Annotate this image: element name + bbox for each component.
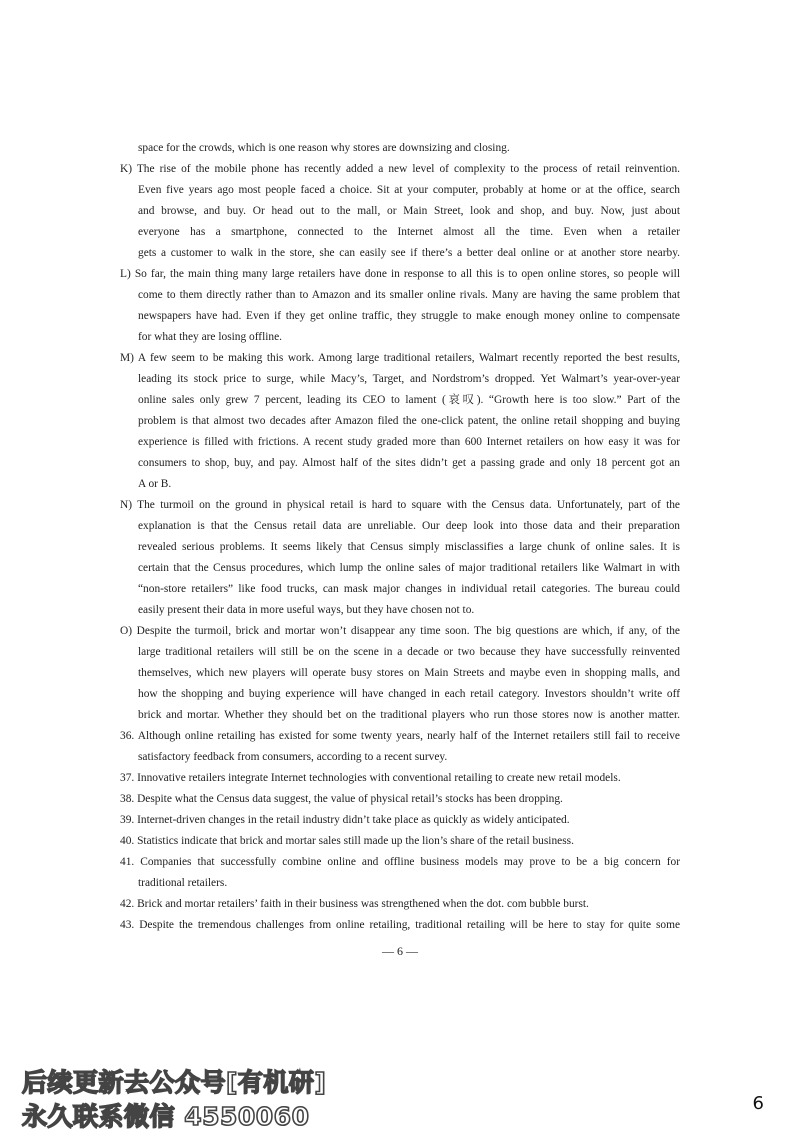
text-line: large traditional retailers will still be on the scene in a decade or two because they have successfully reinvented — [138, 646, 680, 658]
text-line: how the shopping and buying experience will have changed in each retail category. Investors shouldn’t write off — [138, 688, 680, 700]
text-line: M) A few seem to be making this work. Among large traditional retailers, Walmart recently reported the best results, — [120, 352, 680, 364]
text-line: “non-store retailers” like food trucks, can mask major changes in individual retail categories. The bureau could — [138, 583, 680, 595]
text-line: Even five years ago most people faced a choice. Sit at your computer, probably at home or at the office, search — [138, 184, 680, 196]
watermark-line-1: 后续更新去公众号[有机研] — [22, 1068, 327, 1097]
text-line: gets a customer to walk in the store, she can easily see if there’s a better deal online or at another store nearby. — [138, 247, 680, 259]
text-line: satisfactory feedback from consumers, according to a recent survey. — [138, 751, 448, 763]
text-line: leading its stock price to surge, while Macy’s, Target, and Nordstrom’s dropped. Yet Walmart’s year-over-year — [138, 373, 680, 385]
text-line: explanation is that the Census retail data are unreliable. Our deep look into those data and their preparation — [138, 520, 680, 532]
text-line: 42. Brick and mortar retailers’ faith in their business was strengthened when the dot. com bubble burst. — [120, 898, 589, 910]
page-number-center: — 6 — — [382, 944, 418, 958]
text-line: experience is filled with frictions. A recent study graded more than 600 Internet retailers on how easy it was for — [138, 436, 680, 448]
text-line: newspapers have had. Even if they get online traffic, they struggle to make enough money online to compensate — [138, 310, 680, 322]
text-line: certain that the Census procedures, which lump the online sales of major traditional retailers like Walmart in with — [138, 562, 680, 574]
text-line: K) The rise of the mobile phone has recently added a new level of complexity to the process of retail reinvention. — [120, 163, 680, 175]
text-line: everyone has a smartphone, connected to the Internet almost all the time. Even when a retailer — [138, 226, 680, 238]
text-line: consumers to shop, buy, and pay. Almost half of the sites didn’t get a passing grade and only 18 percent got an — [138, 457, 680, 469]
text-line: revealed serious problems. It seems likely that Census simply misclassifies a large chunk of online sales. It is — [138, 541, 680, 553]
text-line: come to them directly rather than to Amazon and its smaller online rivals. Many are having the same problem that — [138, 289, 680, 301]
text-line: space for the crowds, which is one reason why stores are downsizing and closing. — [138, 142, 510, 154]
watermark-line-2: 永久联系微信 4550060 — [22, 1102, 310, 1131]
text-line: 36. Although online retailing has existed for some twenty years, nearly half of the Internet retailers still fail to receive — [120, 730, 680, 742]
text-line: easily present their data in more useful ways, but they have chosen not to. — [138, 604, 475, 616]
text-line: for what they are losing offline. — [138, 331, 283, 343]
text-line: brick and mortar. Whether they should bet on the traditional players who run those stores now is another matter. — [138, 709, 680, 721]
text-line: L) So far, the main thing many large retailers have done in response to all this is to open online stores, so people will — [120, 268, 680, 280]
text-line: 39. Internet-driven changes in the retail industry didn’t take place as quickly as widely anticipated. — [120, 814, 570, 826]
text-line: O) Despite the turmoil, brick and mortar won’t disappear any time soon. The big questions are which, if any, of the — [120, 625, 680, 637]
text-line: N) The turmoil on the ground in physical retail is hard to square with the Census data. Unfortunately, part of the — [120, 499, 680, 511]
text-line: themselves, which new players will operate busy stores on Main Streets and maybe even in shopping malls, and — [138, 667, 680, 679]
page-number-corner: 6 — [752, 1093, 764, 1114]
text-line: 41. Companies that successfully combine online and offline business models may prove to be a big concern for — [120, 856, 680, 868]
text-line: and browse, and buy. Or head out to the mall, or Main Street, look and shop, and buy. Now, just about — [138, 205, 680, 217]
text-line: traditional retailers. — [138, 877, 228, 889]
text-line: 40. Statistics indicate that brick and mortar sales still made up the lion’s share of the retail business. — [120, 835, 574, 847]
text-line: online sales only grew 7 percent, leading its CEO to lament (哀叹). “Growth here is too slow.” Part of the — [138, 394, 680, 406]
text-line: A or B. — [138, 478, 172, 490]
text-line: 38. Despite what the Census data suggest, the value of physical retail’s stocks has been dropping. — [120, 793, 563, 805]
text-line: problem is that almost two decades after Amazon filed the one-click patent, the online retail shopping and buying — [138, 415, 680, 427]
text-line: 43. Despite the tremendous challenges from online retailing, traditional retailing will be here to stay for quite some — [120, 919, 680, 931]
text-line: 37. Innovative retailers integrate Internet technologies with conventional retailing to create new retail models. — [120, 772, 621, 784]
